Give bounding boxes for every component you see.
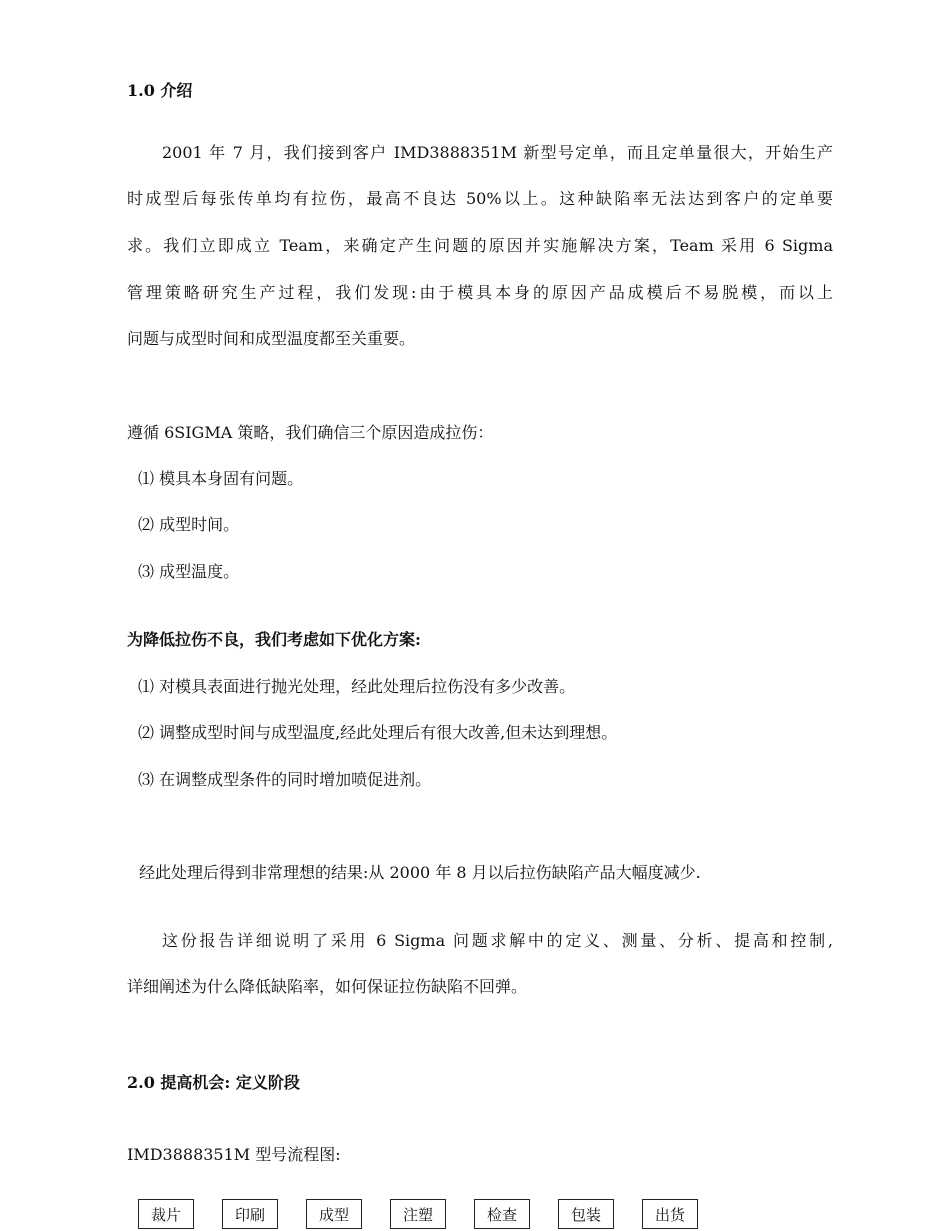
intro-line-1: 2001 年 7 月，我们接到客户 IMD3888351M 新型号定单，而且定单量很大，开始生产 (162, 143, 833, 162)
solutions-heading: 为降低拉伤不良，我们考虑如下优化方案: (127, 630, 421, 649)
section-2-title: 2.0 提高机会: 定义阶段 (127, 1073, 300, 1092)
result-paragraph: 经此处理后得到非常理想的结果:从 2000 年 8 月以后拉伤缺陷产品大幅度减少. (139, 863, 701, 882)
cause-item-3: ⑶ 成型温度。 (138, 562, 240, 581)
report-line-1: 这份报告详细说明了采用 6 Sigma 问题求解中的定义、测量、分析、提高和控制, (162, 931, 833, 950)
solution-item-1: ⑴ 对模具表面进行抛光处理，经此处理后拉伤没有多少改善。 (138, 677, 576, 696)
flow-step-inspection: 检查 (474, 1199, 530, 1229)
flow-step-forming: 成型 (306, 1199, 362, 1229)
intro-line-4: 管理策略研究生产过程，我们发现:由于模具本身的原因产品成模后不易脱模，而以上 (127, 283, 833, 302)
intro-line-3: 求。我们立即成立 Team，来确定产生问题的原因并实施解决方案，Team 采用 6 Sigma (127, 236, 833, 255)
solution-item-3: ⑶ 在调整成型条件的同时增加喷促进剂。 (138, 770, 432, 789)
flow-step-packing: 包装 (558, 1199, 614, 1229)
causes-intro: 遵循 6SIGMA 策略，我们确信三个原因造成拉伤： (127, 423, 494, 442)
flow-step-cutting: 裁片 (138, 1199, 194, 1229)
flow-step-injection: 注塑 (390, 1199, 446, 1229)
solution-item-2: ⑵ 调整成型时间与成型温度,经此处理后有很大改善,但未达到理想。 (138, 723, 618, 742)
report-line-2: 详细阐述为什么降低缺陷率，如何保证拉伤缺陷不回弹。 (127, 977, 528, 996)
intro-line-5: 问题与成型时间和成型温度都至关重要。 (127, 329, 416, 348)
flow-step-printing: 印刷 (222, 1199, 278, 1229)
flow-caption: IMD3888351M 型号流程图: (127, 1145, 341, 1164)
section-1-title: 1.0 介绍 (127, 81, 193, 100)
cause-item-1: ⑴ 模具本身固有问题。 (138, 469, 304, 488)
intro-line-2: 时成型后每张传单均有拉伤，最高不良达 50%以上。这种缺陷率无法达到客户的定单要 (127, 189, 833, 208)
flow-step-shipping: 出货 (642, 1199, 698, 1229)
cause-item-2: ⑵ 成型时间。 (138, 515, 240, 534)
